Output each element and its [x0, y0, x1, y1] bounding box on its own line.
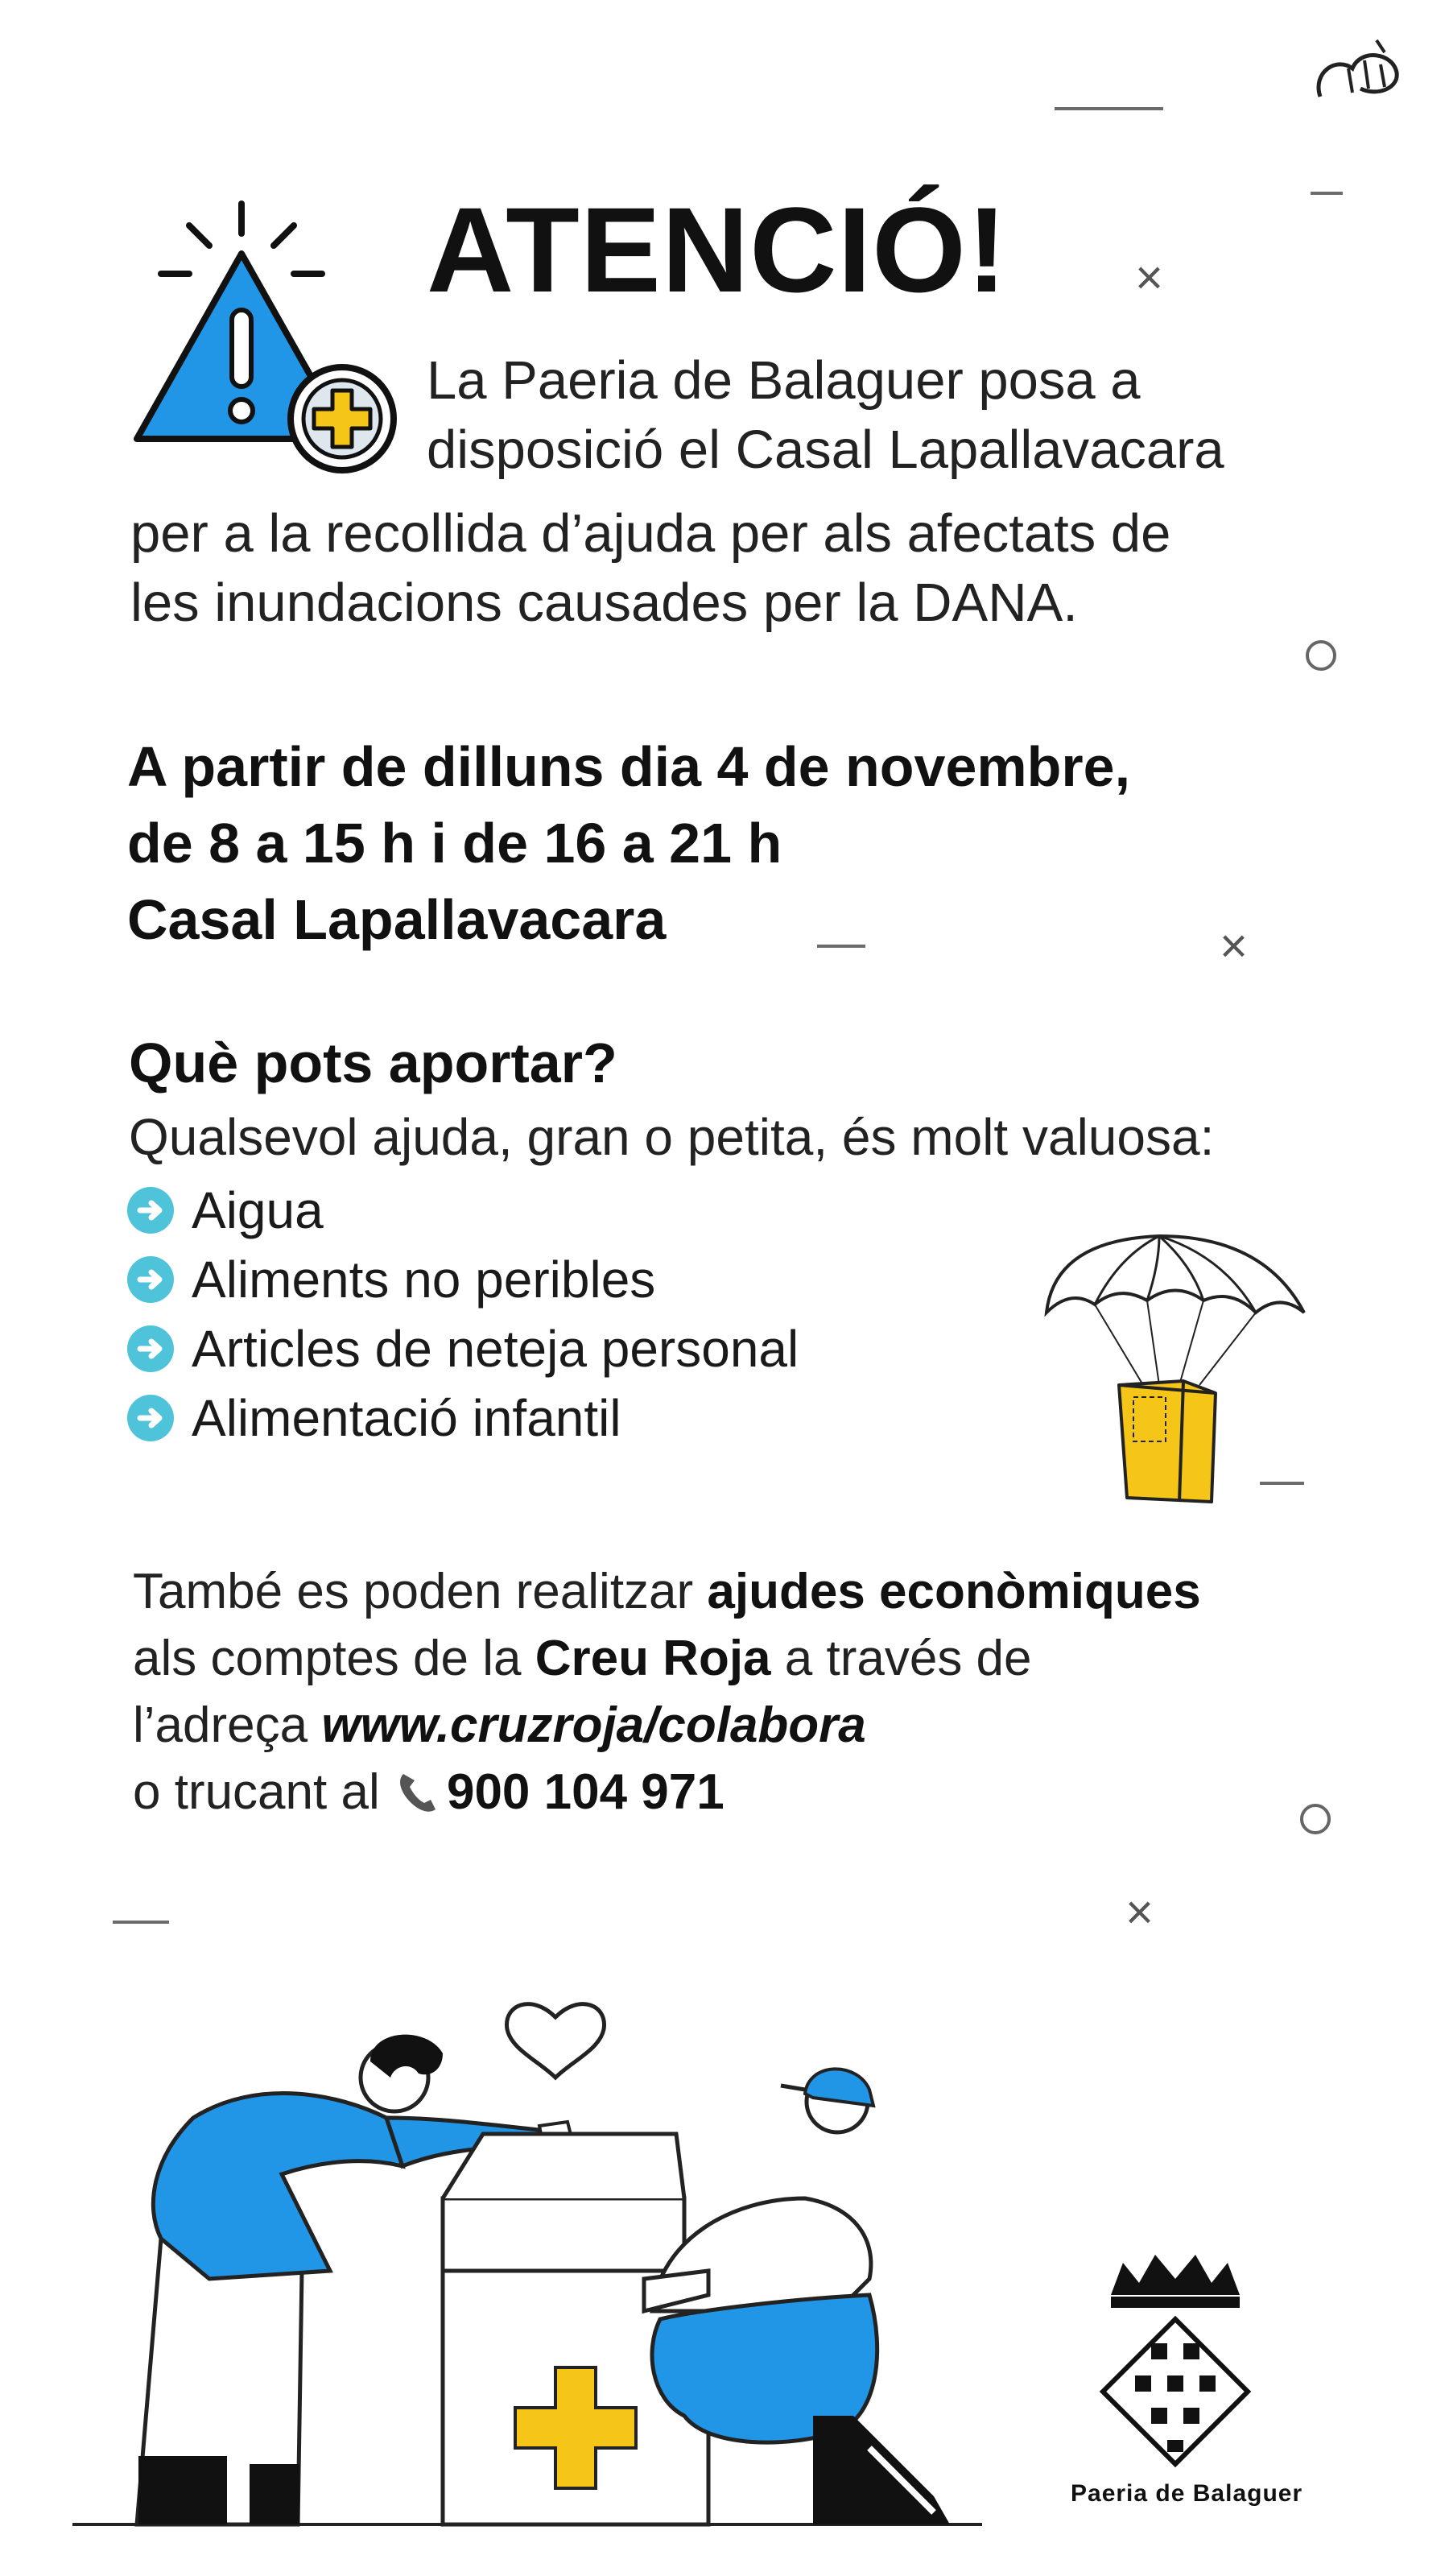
intro-line: La Paeria de Balaguer posa a [427, 350, 1141, 411]
eco-highlight: ajudes econòmiques [707, 1564, 1201, 1619]
intro-line: disposició el Casal Lapallavacara [427, 420, 1224, 480]
volunteers-illustration [64, 1933, 1046, 2545]
corner-mark-icon [1304, 24, 1417, 113]
heart-icon [507, 2004, 605, 2078]
decor-line [113, 1921, 169, 1924]
schedule-location: Casal Lapallavacara [127, 888, 667, 951]
eco-line [133, 1692, 1201, 1759]
schedule-hours: de 8 a 15 h i de 16 a 21 h [127, 812, 782, 875]
first-aid-icon [286, 362, 398, 475]
arrow-right-icon [127, 1187, 174, 1234]
donation-link[interactable]: www.cruzroja/colabora [321, 1697, 866, 1753]
intro-line: les inundacions causades per la DANA. [130, 573, 1078, 633]
list-item [127, 1176, 799, 1245]
page-title: ATENCIÓ! [427, 182, 1008, 317]
list-item [127, 1245, 799, 1314]
list-item-label: Articles de neteja personal [192, 1320, 799, 1378]
arrow-right-icon [127, 1256, 174, 1303]
list-item-label: Alimentació infantil [192, 1389, 621, 1447]
list-item-label: Aliments no peribles [192, 1251, 656, 1309]
arrow-right-icon [127, 1395, 174, 1441]
decor-x: × [1125, 1885, 1154, 1939]
eco-text: l’adreça [133, 1697, 322, 1753]
decor-x: × [1220, 919, 1249, 973]
contribute-subheading: Qualsevol ajuda, gran o petita, és molt valuosa: [129, 1108, 1215, 1166]
arrow-right-icon [127, 1325, 174, 1372]
schedule-date: A partir de dilluns dia 4 de novembre, [127, 735, 1131, 798]
decor-circle [1300, 1804, 1331, 1834]
decor-line [1311, 192, 1343, 195]
schedule-block [127, 729, 1130, 958]
contribute-list [127, 1176, 799, 1453]
intro-text-continued [130, 499, 1170, 638]
eco-line [133, 1759, 1201, 1826]
eco-text: També es poden realitzar [133, 1564, 708, 1619]
logo-caption: Paeria de Balaguer [1071, 2480, 1303, 2507]
list-item [127, 1383, 799, 1453]
intro-line: per a la recollida d’ajuda per als afectats de [130, 503, 1171, 564]
list-item [127, 1314, 799, 1383]
contribute-heading: Què pots aportar? [129, 1032, 617, 1094]
eco-text: a través de [770, 1631, 1032, 1686]
phone-icon [394, 1768, 444, 1817]
economic-help-text [133, 1558, 1201, 1826]
decor-circle [1306, 640, 1336, 671]
list-item-label: Aigua [192, 1181, 324, 1239]
phone-number[interactable]: 900 104 971 [446, 1764, 724, 1820]
eco-line [133, 1625, 1201, 1692]
decor-line [1055, 107, 1163, 110]
intro-text [427, 346, 1224, 485]
eco-text: o trucant al [133, 1764, 394, 1820]
decor-x: × [1135, 250, 1164, 304]
parachute-box-icon [1038, 1224, 1328, 1514]
eco-text: als comptes de la [133, 1631, 535, 1686]
red-cross-name: Creu Roja [535, 1631, 771, 1686]
coat-of-arms-icon [1095, 2247, 1256, 2472]
eco-line [133, 1558, 1201, 1625]
